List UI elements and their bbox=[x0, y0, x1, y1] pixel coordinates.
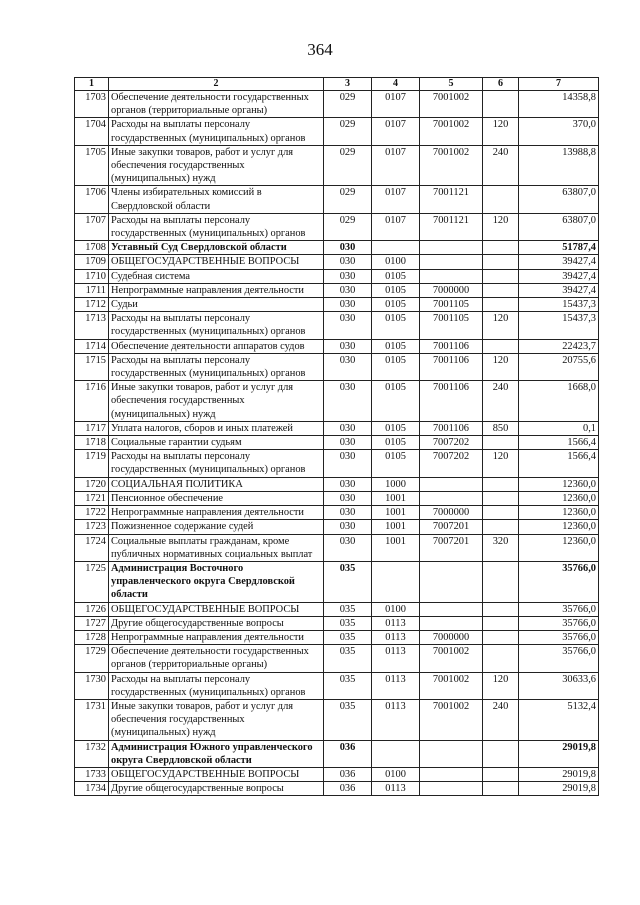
expense-type-cell bbox=[483, 520, 519, 534]
row-number-cell: 1718 bbox=[75, 436, 109, 450]
expense-type-cell bbox=[483, 630, 519, 644]
row-number-cell: 1730 bbox=[75, 672, 109, 699]
section-cell: 0113 bbox=[372, 782, 420, 796]
table-row bbox=[75, 118, 599, 145]
amount-cell: 15437,3 bbox=[519, 298, 599, 312]
section-cell: 0107 bbox=[372, 118, 420, 145]
target-article-cell: 7007201 bbox=[420, 534, 483, 561]
table-row bbox=[75, 491, 599, 505]
table-body bbox=[75, 91, 599, 796]
table-row bbox=[75, 477, 599, 491]
row-number-cell: 1734 bbox=[75, 782, 109, 796]
code-cell: 030 bbox=[324, 255, 372, 269]
target-article-cell: 7007202 bbox=[420, 436, 483, 450]
column-header: 4 bbox=[372, 78, 420, 91]
code-cell: 030 bbox=[324, 353, 372, 380]
row-name-cell: Расходы на выплаты персоналу государственных (муниципальных) органов bbox=[109, 213, 324, 240]
target-article-cell bbox=[420, 767, 483, 781]
section-cell bbox=[372, 241, 420, 255]
target-article-cell bbox=[420, 740, 483, 767]
code-cell: 029 bbox=[324, 118, 372, 145]
row-number-cell: 1727 bbox=[75, 616, 109, 630]
section-cell: 0105 bbox=[372, 450, 420, 477]
amount-cell: 12360,0 bbox=[519, 506, 599, 520]
code-cell: 030 bbox=[324, 477, 372, 491]
column-header: 7 bbox=[519, 78, 599, 91]
row-number-cell: 1732 bbox=[75, 740, 109, 767]
section-cell: 0100 bbox=[372, 255, 420, 269]
code-cell: 030 bbox=[324, 491, 372, 505]
section-cell: 0105 bbox=[372, 298, 420, 312]
amount-cell: 63807,0 bbox=[519, 186, 599, 213]
expense-type-cell bbox=[483, 491, 519, 505]
amount-cell: 0,1 bbox=[519, 421, 599, 435]
section-cell: 0107 bbox=[372, 145, 420, 186]
row-number-cell: 1725 bbox=[75, 561, 109, 602]
target-article-cell: 7001106 bbox=[420, 421, 483, 435]
target-article-cell: 7000000 bbox=[420, 630, 483, 644]
target-article-cell: 7001002 bbox=[420, 672, 483, 699]
code-cell: 030 bbox=[324, 450, 372, 477]
expense-type-cell: 240 bbox=[483, 699, 519, 740]
expense-type-cell bbox=[483, 339, 519, 353]
amount-cell: 39427,4 bbox=[519, 255, 599, 269]
target-article-cell bbox=[420, 616, 483, 630]
expense-type-cell: 850 bbox=[483, 421, 519, 435]
amount-cell: 39427,4 bbox=[519, 283, 599, 297]
expense-type-cell bbox=[483, 91, 519, 118]
code-cell: 030 bbox=[324, 269, 372, 283]
row-number-cell: 1731 bbox=[75, 699, 109, 740]
target-article-cell: 7001002 bbox=[420, 699, 483, 740]
table-row bbox=[75, 145, 599, 186]
row-name-cell: Уплата налогов, сборов и иных платежей bbox=[109, 421, 324, 435]
row-name-cell: Члены избирательных комиссий в Свердловской области bbox=[109, 186, 324, 213]
section-cell: 1000 bbox=[372, 477, 420, 491]
table-row bbox=[75, 339, 599, 353]
target-article-cell: 7001106 bbox=[420, 339, 483, 353]
row-name-cell: Расходы на выплаты персоналу государственных (муниципальных) органов bbox=[109, 672, 324, 699]
amount-cell: 13988,8 bbox=[519, 145, 599, 186]
section-cell: 1001 bbox=[372, 520, 420, 534]
row-number-cell: 1733 bbox=[75, 767, 109, 781]
row-number-cell: 1726 bbox=[75, 602, 109, 616]
row-name-cell: Расходы на выплаты персоналу государственных (муниципальных) органов bbox=[109, 118, 324, 145]
expense-type-cell: 240 bbox=[483, 145, 519, 186]
row-name-cell: Судебная система bbox=[109, 269, 324, 283]
target-article-cell bbox=[420, 602, 483, 616]
table-row bbox=[75, 520, 599, 534]
table-row bbox=[75, 421, 599, 435]
row-number-cell: 1705 bbox=[75, 145, 109, 186]
row-number-cell: 1703 bbox=[75, 91, 109, 118]
target-article-cell: 7001105 bbox=[420, 312, 483, 339]
expense-type-cell bbox=[483, 283, 519, 297]
section-cell: 0107 bbox=[372, 213, 420, 240]
amount-cell: 35766,0 bbox=[519, 645, 599, 672]
amount-cell: 1566,4 bbox=[519, 436, 599, 450]
expense-type-cell bbox=[483, 561, 519, 602]
code-cell: 030 bbox=[324, 436, 372, 450]
row-number-cell: 1713 bbox=[75, 312, 109, 339]
expense-type-cell bbox=[483, 269, 519, 283]
target-article-cell bbox=[420, 241, 483, 255]
row-name-cell: Пенсионное обеспечение bbox=[109, 491, 324, 505]
expense-type-cell: 120 bbox=[483, 118, 519, 145]
code-cell: 035 bbox=[324, 561, 372, 602]
table-row bbox=[75, 269, 599, 283]
row-number-cell: 1710 bbox=[75, 269, 109, 283]
amount-cell: 5132,4 bbox=[519, 699, 599, 740]
row-name-cell: ОБЩЕГОСУДАРСТВЕННЫЕ ВОПРОСЫ bbox=[109, 255, 324, 269]
section-cell: 1001 bbox=[372, 534, 420, 561]
row-name-cell: Уставный Суд Свердловской области bbox=[109, 241, 324, 255]
row-number-cell: 1704 bbox=[75, 118, 109, 145]
table-row bbox=[75, 255, 599, 269]
section-cell bbox=[372, 740, 420, 767]
expense-type-cell bbox=[483, 616, 519, 630]
target-article-cell: 7007201 bbox=[420, 520, 483, 534]
target-article-cell bbox=[420, 269, 483, 283]
code-cell: 036 bbox=[324, 767, 372, 781]
row-name-cell: Администрация Южного управленческого округа Свердловской области bbox=[109, 740, 324, 767]
expense-type-cell: 120 bbox=[483, 672, 519, 699]
table-row bbox=[75, 312, 599, 339]
table-row bbox=[75, 645, 599, 672]
expense-type-cell bbox=[483, 186, 519, 213]
section-cell: 0107 bbox=[372, 91, 420, 118]
row-number-cell: 1728 bbox=[75, 630, 109, 644]
table-row bbox=[75, 767, 599, 781]
row-name-cell: ОБЩЕГОСУДАРСТВЕННЫЕ ВОПРОСЫ bbox=[109, 767, 324, 781]
row-name-cell: Иные закупки товаров, работ и услуг для обеспечения государственных (муниципальных) нужд bbox=[109, 145, 324, 186]
target-article-cell: 7001002 bbox=[420, 145, 483, 186]
target-article-cell bbox=[420, 477, 483, 491]
row-name-cell: Администрация Восточного управленческого округа Свердловской области bbox=[109, 561, 324, 602]
amount-cell: 29019,8 bbox=[519, 767, 599, 781]
table-row bbox=[75, 283, 599, 297]
row-number-cell: 1724 bbox=[75, 534, 109, 561]
code-cell: 035 bbox=[324, 645, 372, 672]
row-name-cell: Социальные гарантии судьям bbox=[109, 436, 324, 450]
row-number-cell: 1722 bbox=[75, 506, 109, 520]
row-number-cell: 1717 bbox=[75, 421, 109, 435]
section-cell: 0105 bbox=[372, 436, 420, 450]
code-cell: 036 bbox=[324, 782, 372, 796]
code-cell: 030 bbox=[324, 298, 372, 312]
row-name-cell: Расходы на выплаты персоналу государственных (муниципальных) органов bbox=[109, 312, 324, 339]
expense-type-cell bbox=[483, 436, 519, 450]
table-row bbox=[75, 506, 599, 520]
section-cell: 0113 bbox=[372, 699, 420, 740]
row-name-cell: Расходы на выплаты персоналу государственных (муниципальных) органов bbox=[109, 353, 324, 380]
amount-cell: 12360,0 bbox=[519, 491, 599, 505]
section-cell: 0105 bbox=[372, 381, 420, 422]
table-row bbox=[75, 213, 599, 240]
row-name-cell: Другие общегосударственные вопросы bbox=[109, 616, 324, 630]
amount-cell: 35766,0 bbox=[519, 616, 599, 630]
target-article-cell: 7000000 bbox=[420, 283, 483, 297]
target-article-cell bbox=[420, 491, 483, 505]
amount-cell: 12360,0 bbox=[519, 534, 599, 561]
code-cell: 030 bbox=[324, 283, 372, 297]
code-cell: 035 bbox=[324, 672, 372, 699]
expense-type-cell: 120 bbox=[483, 312, 519, 339]
row-number-cell: 1714 bbox=[75, 339, 109, 353]
row-number-cell: 1721 bbox=[75, 491, 109, 505]
code-cell: 030 bbox=[324, 506, 372, 520]
expense-type-cell: 240 bbox=[483, 381, 519, 422]
amount-cell: 1668,0 bbox=[519, 381, 599, 422]
row-name-cell: ОБЩЕГОСУДАРСТВЕННЫЕ ВОПРОСЫ bbox=[109, 602, 324, 616]
section-cell: 1001 bbox=[372, 491, 420, 505]
table-row bbox=[75, 298, 599, 312]
code-cell: 030 bbox=[324, 339, 372, 353]
expense-type-cell: 120 bbox=[483, 213, 519, 240]
target-article-cell: 7001002 bbox=[420, 91, 483, 118]
target-article-cell: 7001002 bbox=[420, 645, 483, 672]
column-header: 2 bbox=[109, 78, 324, 91]
code-cell: 030 bbox=[324, 520, 372, 534]
expense-type-cell bbox=[483, 782, 519, 796]
table-row bbox=[75, 241, 599, 255]
amount-cell: 63807,0 bbox=[519, 213, 599, 240]
amount-cell: 20755,6 bbox=[519, 353, 599, 380]
amount-cell: 29019,8 bbox=[519, 740, 599, 767]
expense-type-cell bbox=[483, 602, 519, 616]
table-row bbox=[75, 353, 599, 380]
row-name-cell: Обеспечение деятельности аппаратов судов bbox=[109, 339, 324, 353]
section-cell: 0100 bbox=[372, 767, 420, 781]
section-cell: 0105 bbox=[372, 269, 420, 283]
target-article-cell: 7000000 bbox=[420, 506, 483, 520]
expense-type-cell: 320 bbox=[483, 534, 519, 561]
code-cell: 029 bbox=[324, 213, 372, 240]
target-article-cell: 7001106 bbox=[420, 353, 483, 380]
row-number-cell: 1729 bbox=[75, 645, 109, 672]
target-article-cell: 7001121 bbox=[420, 213, 483, 240]
code-cell: 030 bbox=[324, 421, 372, 435]
row-number-cell: 1711 bbox=[75, 283, 109, 297]
amount-cell: 22423,7 bbox=[519, 339, 599, 353]
amount-cell: 35766,0 bbox=[519, 602, 599, 616]
section-cell: 0100 bbox=[372, 602, 420, 616]
row-name-cell: Иные закупки товаров, работ и услуг для обеспечения государственных (муниципальных) нужд bbox=[109, 381, 324, 422]
section-cell bbox=[372, 561, 420, 602]
code-cell: 035 bbox=[324, 616, 372, 630]
row-name-cell: Непрограммные направления деятельности bbox=[109, 630, 324, 644]
amount-cell: 15437,3 bbox=[519, 312, 599, 339]
code-cell: 030 bbox=[324, 381, 372, 422]
amount-cell: 1566,4 bbox=[519, 450, 599, 477]
amount-cell: 30633,6 bbox=[519, 672, 599, 699]
table-row bbox=[75, 91, 599, 118]
code-cell: 030 bbox=[324, 312, 372, 339]
target-article-cell: 7001105 bbox=[420, 298, 483, 312]
expense-type-cell bbox=[483, 241, 519, 255]
table-row bbox=[75, 534, 599, 561]
column-header: 6 bbox=[483, 78, 519, 91]
column-header: 1 bbox=[75, 78, 109, 91]
amount-cell: 39427,4 bbox=[519, 269, 599, 283]
expense-type-cell bbox=[483, 298, 519, 312]
code-cell: 029 bbox=[324, 91, 372, 118]
table-row bbox=[75, 186, 599, 213]
code-cell: 035 bbox=[324, 699, 372, 740]
table-row bbox=[75, 602, 599, 616]
row-name-cell: Непрограммные направления деятельности bbox=[109, 283, 324, 297]
section-cell: 0105 bbox=[372, 353, 420, 380]
table-row bbox=[75, 672, 599, 699]
budget-table bbox=[74, 77, 599, 796]
section-cell: 0113 bbox=[372, 672, 420, 699]
row-name-cell: СОЦИАЛЬНАЯ ПОЛИТИКА bbox=[109, 477, 324, 491]
table-header-row bbox=[75, 78, 599, 91]
expense-type-cell: 120 bbox=[483, 353, 519, 380]
target-article-cell: 7001002 bbox=[420, 118, 483, 145]
amount-cell: 12360,0 bbox=[519, 520, 599, 534]
expense-type-cell: 120 bbox=[483, 450, 519, 477]
row-number-cell: 1708 bbox=[75, 241, 109, 255]
row-number-cell: 1719 bbox=[75, 450, 109, 477]
section-cell: 0107 bbox=[372, 186, 420, 213]
code-cell: 030 bbox=[324, 241, 372, 255]
row-number-cell: 1709 bbox=[75, 255, 109, 269]
code-cell: 030 bbox=[324, 534, 372, 561]
column-header: 3 bbox=[324, 78, 372, 91]
expense-type-cell bbox=[483, 255, 519, 269]
code-cell: 035 bbox=[324, 630, 372, 644]
table-row bbox=[75, 630, 599, 644]
table-row bbox=[75, 436, 599, 450]
expense-type-cell bbox=[483, 740, 519, 767]
page-number: 364 bbox=[307, 40, 333, 59]
table-row bbox=[75, 616, 599, 630]
row-name-cell: Другие общегосударственные вопросы bbox=[109, 782, 324, 796]
section-cell: 0113 bbox=[372, 645, 420, 672]
expense-type-cell bbox=[483, 506, 519, 520]
section-cell: 0113 bbox=[372, 630, 420, 644]
column-header: 5 bbox=[420, 78, 483, 91]
section-cell: 0113 bbox=[372, 616, 420, 630]
row-number-cell: 1712 bbox=[75, 298, 109, 312]
table-row bbox=[75, 740, 599, 767]
code-cell: 029 bbox=[324, 145, 372, 186]
expense-type-cell bbox=[483, 767, 519, 781]
code-cell: 029 bbox=[324, 186, 372, 213]
row-name-cell: Иные закупки товаров, работ и услуг для обеспечения государственных (муниципальных) нужд bbox=[109, 699, 324, 740]
row-number-cell: 1723 bbox=[75, 520, 109, 534]
section-cell: 0105 bbox=[372, 421, 420, 435]
row-number-cell: 1716 bbox=[75, 381, 109, 422]
table-row bbox=[75, 561, 599, 602]
table-row bbox=[75, 381, 599, 422]
row-number-cell: 1720 bbox=[75, 477, 109, 491]
target-article-cell: 7001106 bbox=[420, 381, 483, 422]
section-cell: 0105 bbox=[372, 339, 420, 353]
section-cell: 0105 bbox=[372, 283, 420, 297]
expense-type-cell bbox=[483, 645, 519, 672]
amount-cell: 29019,8 bbox=[519, 782, 599, 796]
section-cell: 1001 bbox=[372, 506, 420, 520]
amount-cell: 51787,4 bbox=[519, 241, 599, 255]
row-number-cell: 1706 bbox=[75, 186, 109, 213]
target-article-cell bbox=[420, 255, 483, 269]
target-article-cell bbox=[420, 782, 483, 796]
row-name-cell: Пожизненное содержание судей bbox=[109, 520, 324, 534]
amount-cell: 35766,0 bbox=[519, 561, 599, 602]
row-number-cell: 1715 bbox=[75, 353, 109, 380]
target-article-cell: 7007202 bbox=[420, 450, 483, 477]
amount-cell: 14358,8 bbox=[519, 91, 599, 118]
code-cell: 035 bbox=[324, 602, 372, 616]
row-name-cell: Обеспечение деятельности государственных органов (территориальные органы) bbox=[109, 645, 324, 672]
row-name-cell: Непрограммные направления деятельности bbox=[109, 506, 324, 520]
section-cell: 0105 bbox=[372, 312, 420, 339]
amount-cell: 35766,0 bbox=[519, 630, 599, 644]
row-name-cell: Обеспечение деятельности государственных органов (территориальные органы) bbox=[109, 91, 324, 118]
row-name-cell: Расходы на выплаты персоналу государственных (муниципальных) органов bbox=[109, 450, 324, 477]
table-row bbox=[75, 782, 599, 796]
amount-cell: 12360,0 bbox=[519, 477, 599, 491]
row-number-cell: 1707 bbox=[75, 213, 109, 240]
row-name-cell: Социальные выплаты гражданам, кроме публичных нормативных социальных выплат bbox=[109, 534, 324, 561]
expense-type-cell bbox=[483, 477, 519, 491]
table-row bbox=[75, 699, 599, 740]
target-article-cell: 7001121 bbox=[420, 186, 483, 213]
row-name-cell: Судьи bbox=[109, 298, 324, 312]
amount-cell: 370,0 bbox=[519, 118, 599, 145]
table-row bbox=[75, 450, 599, 477]
code-cell: 036 bbox=[324, 740, 372, 767]
target-article-cell bbox=[420, 561, 483, 602]
